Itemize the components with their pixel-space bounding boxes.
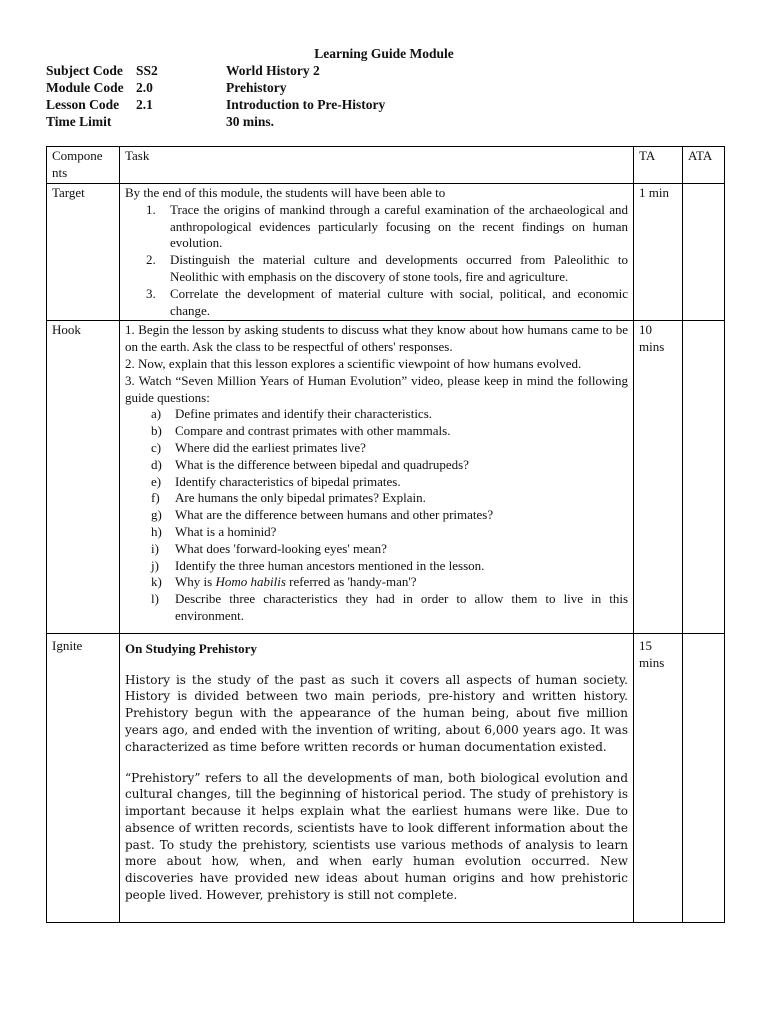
- header-task: Task: [120, 147, 634, 184]
- meta-row-time: [46, 114, 546, 131]
- spacer: [125, 658, 628, 672]
- list-item: [151, 591, 628, 625]
- meta-row-lesson: [46, 97, 546, 114]
- table-row-target: [47, 184, 725, 321]
- table-row-ignite: [47, 633, 725, 922]
- meta-code: 2.1: [136, 97, 153, 112]
- guide-questions-list: [125, 406, 628, 624]
- meta-label: Module Code: [46, 80, 124, 95]
- item-marker: l): [151, 591, 159, 607]
- item-text: Identify the three human ancestors mentioned in the lesson.: [175, 557, 485, 573]
- ignite-paragraph-2: “Prehistory” refers to all the developments of man, both biological evolution and cultural changes, till the beginning of historical period. The study of prehistory is important because it helps explain what the earliest humans were like. Due to absence of written records, scientists have to look different information about the past. To study the prehistory, scientists use various methods of analysis to learn more about how, when, and when early human evolution occurred. New discoveries have provided new ideas about human origins and how prehistoric people lived. However, prehistory is still not complete.: [125, 770, 628, 903]
- ignite-paragraph-1: History is the study of the past as such it covers all aspects of human society. History is divided between two main periods, pre-history and written history. Prehistory begun with the appearance of the human being, about five million years ago, and ended with the invention of writing, about 6,000 years ago. It was characterized as time before written records or human documentation existed.: [125, 672, 628, 754]
- item-text: Identify characteristics of bipedal primates.: [175, 473, 401, 489]
- row-label-ignite: Ignite: [47, 633, 120, 922]
- item-text: What is the difference between bipedal and quadrupeds?: [175, 456, 469, 472]
- list-item: [151, 507, 628, 524]
- table-row-hook: [47, 321, 725, 633]
- target-ta: 1 min: [634, 184, 683, 321]
- meta-code: 2.0: [136, 80, 153, 95]
- row-label-hook: Hook: [47, 321, 120, 633]
- list-item: [151, 540, 628, 558]
- list-item: [146, 201, 628, 252]
- item-marker: f): [151, 490, 160, 506]
- item-text: Where did the earliest primates live?: [175, 439, 366, 455]
- hook-ta: 10 mins: [634, 321, 683, 633]
- row-label-target: Target: [47, 184, 120, 321]
- list-item: [151, 423, 628, 440]
- meta-label: Time Limit: [46, 114, 112, 129]
- list-item: [151, 557, 628, 575]
- item-marker: h): [151, 523, 162, 539]
- list-item: [151, 473, 628, 491]
- meta-code: SS2: [136, 63, 158, 78]
- ignite-ta: 15 mins: [634, 633, 683, 922]
- header-components: Compone nts: [47, 147, 120, 184]
- item-marker: a): [151, 406, 162, 422]
- item-text: referred as 'handy-man'?: [285, 574, 417, 590]
- meta-desc: 30 mins.: [226, 114, 275, 129]
- meta-desc: Prehistory: [226, 80, 287, 95]
- ignite-heading: On Studying Prehistory: [125, 640, 257, 656]
- item-marker: i): [151, 540, 159, 556]
- spacer: [125, 756, 628, 770]
- item-number: 1.: [146, 201, 156, 217]
- item-text: Compare and contrast primates with other mammals.: [175, 423, 451, 439]
- item-text: Define primates and identify their characteristics.: [175, 406, 433, 422]
- item-text: Why is: [175, 574, 216, 590]
- hook-step-3: 3. Watch “Seven Million Years of Human Evolution” video, please keep in mind the following guide questions:: [125, 372, 628, 405]
- list-item: [151, 574, 628, 591]
- item-text: Are humans the only bipedal primates? Explain.: [175, 490, 426, 506]
- item-marker: b): [151, 423, 162, 439]
- item-text: What are the difference between humans and other primates?: [175, 507, 494, 523]
- item-marker: j): [151, 557, 159, 573]
- item-text-emphasis: Homo habilis: [215, 574, 286, 590]
- module-metadata: [46, 63, 546, 131]
- table-header-row: [47, 147, 725, 184]
- hook-step-1: 1. Begin the lesson by asking students to discuss what they know about how humans came to be on the earth. Ask the class to be respectful of others' responses.: [125, 322, 628, 355]
- item-marker: k): [151, 574, 162, 590]
- list-item: [151, 406, 628, 423]
- item-marker: d): [151, 456, 162, 472]
- list-item: [151, 490, 628, 507]
- hook-ata: [683, 321, 725, 633]
- header-ta: TA: [634, 147, 683, 184]
- meta-row-subject: [46, 63, 546, 80]
- item-text: What is a hominid?: [175, 523, 277, 539]
- list-item: [151, 439, 628, 457]
- item-marker: c): [151, 439, 162, 455]
- hook-task: [120, 321, 634, 633]
- lesson-table: [46, 146, 725, 923]
- item-text: Describe three characteristics they had in order to allow them to live in this environment.: [175, 591, 628, 623]
- meta-row-module: [46, 80, 546, 97]
- target-ata: [683, 184, 725, 321]
- item-text: Distinguish the material culture and developments occurred from Paleolithic to Neolithic with emphasis on the discovery of stone tools, fire and agriculture.: [170, 252, 628, 284]
- ignite-ata: [683, 633, 725, 922]
- header-ata: ATA: [683, 147, 725, 184]
- item-text: What does 'forward-looking eyes' mean?: [175, 540, 387, 556]
- item-marker: g): [151, 507, 162, 523]
- hook-step-2: 2. Now, explain that this lesson explores a scientific viewpoint of how humans evolved.: [125, 355, 582, 371]
- list-item: [151, 523, 628, 541]
- list-item: [146, 285, 628, 320]
- item-text: Trace the origins of mankind through a careful examination of the archaeological and anthropological evidences particularly focusing on the recent findings on human evolution.: [170, 201, 628, 251]
- document-title: Learning Guide Module: [314, 46, 454, 61]
- meta-desc: World History 2: [226, 63, 320, 78]
- item-number: 3.: [146, 285, 156, 301]
- item-marker: e): [151, 473, 162, 489]
- target-task: [120, 184, 634, 321]
- ignite-task: [120, 633, 634, 922]
- item-text: Correlate the development of material culture with social, political, and economic change.: [170, 285, 628, 318]
- list-item: [146, 252, 628, 286]
- meta-label: Subject Code: [46, 63, 123, 78]
- target-objectives-list: [125, 202, 628, 320]
- item-number: 2.: [146, 252, 156, 268]
- target-intro: By the end of this module, the students will have been able to: [125, 185, 446, 200]
- list-item: [151, 456, 628, 474]
- meta-desc: Introduction to Pre-History: [226, 97, 386, 112]
- meta-label: Lesson Code: [46, 97, 120, 112]
